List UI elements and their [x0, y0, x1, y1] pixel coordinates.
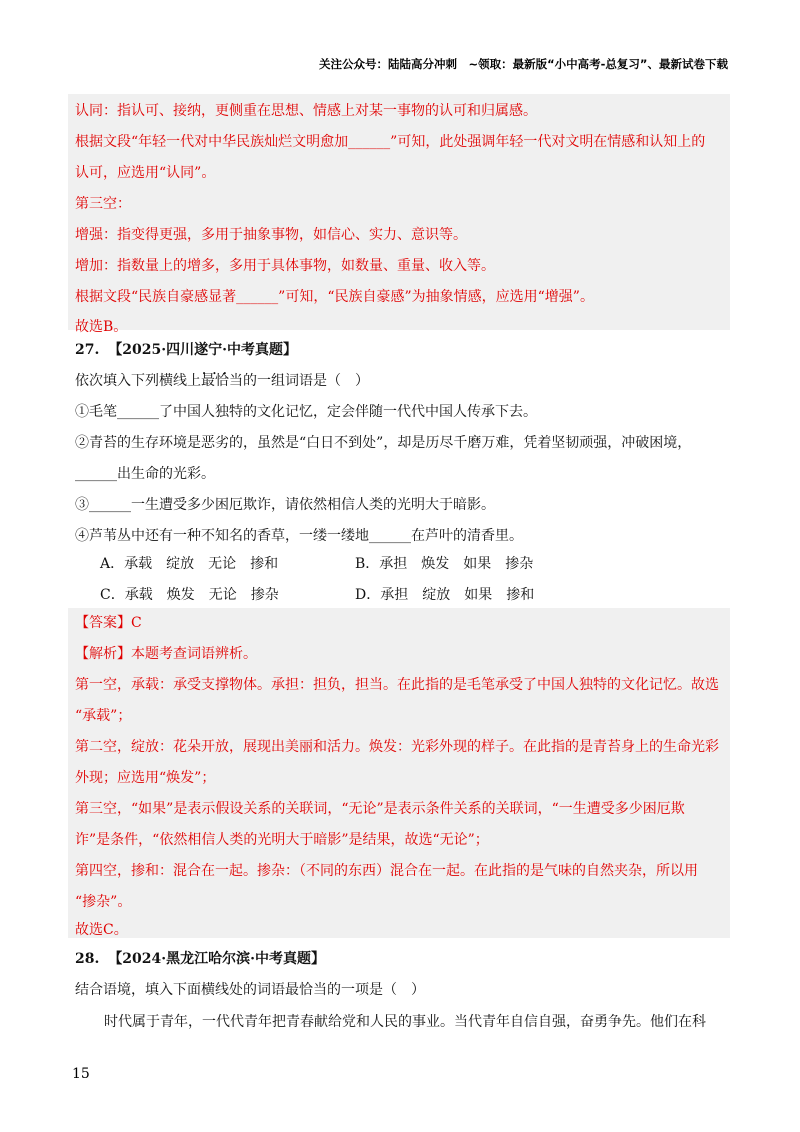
prev-answer-line: 故选B。 — [75, 319, 128, 335]
q27-item: ①毛笔______了中国人独特的文化记忆，定会伴随一代代中国人传承下去。 — [75, 404, 537, 420]
analysis-line: 第二空，绽放：花朵开放，展现出美丽和活力。焕发：光彩外现的样子。在此指的是青苔身上的生命光彩 — [75, 739, 719, 755]
option-d: D．承担 绽放 如果 掺和 — [355, 587, 535, 603]
page-header: 关注公众号：陆陆高分冲刺 ~领取：最新版“小中高考-总复习”、最新试卷下载 — [318, 57, 728, 71]
q28-stem: 结合语境，填入下面横线处的词语最恰当的一项是（ ） — [75, 982, 425, 998]
analysis-line: 第四空，掺和：混合在一起。掺杂：（不同的东西）混合在一起。在此指的是气味的自然夹杂，所以用 — [75, 863, 698, 879]
q28-title: 28. 【2024·黑龙江哈尔滨·中考真题】 — [75, 951, 325, 967]
prev-answer-line: 根据文段“年轻一代对中华民族灿烂文明愈加______”可知，此处强调年轻一代对文明在情感和认知上的 — [75, 134, 706, 150]
option-a: A．承载 绽放 无论 掺和 — [100, 556, 279, 572]
analysis-line: “承载”； — [75, 708, 132, 724]
analysis-line: 诈”是条件，“依然相信人类的光明大于暗影”是结果，故选“无论”； — [75, 832, 489, 848]
prev-answer-line: 根据文段“民族自豪感显著______”可知，“民族自豪感”为抽象情感，应选用“增强”。 — [75, 289, 594, 305]
analysis-line: 第三空，“如果”是表示假设关系的关联词，“无论”是表示条件关系的关联词，“一生遭受多少困厄欺 — [75, 801, 685, 817]
q27-item: ③______一生遭受多少困厄欺诈，请依然相信人类的光明大于暗影。 — [75, 497, 495, 513]
prev-answer-line: 增强：指变得更强，多用于抽象事物，如信心、实力、意识等。 — [75, 227, 467, 243]
q27-item: ______出生命的光彩。 — [75, 466, 215, 482]
q28-passage: 时代属于青年，一代代青年把青春献给党和人民的事业。当代青年自信自强，奋勇争先。他们在科 — [104, 1014, 706, 1030]
q27-analysis-head: 【解析】本题考查词语辨析。 — [75, 646, 257, 662]
option-b: B．承担 焕发 如果 掺杂 — [355, 556, 534, 572]
prev-answer-line: 第三空： — [75, 196, 131, 212]
prev-answer-line: 认可，应选用“认同”。 — [75, 165, 216, 181]
q27-item: ②青苔的生存环境是恶劣的，虽然是“白日不到处”，却是历尽千磨万难，凭着坚韧顽强，冲破困境， — [75, 435, 692, 451]
option-c: C．承载 焕发 无论 掺杂 — [100, 587, 279, 603]
q27-item: ④芦苇丛中还有一种不知名的香草，一缕一缕地______在芦叶的清香里。 — [75, 528, 523, 544]
q27-stem: 依次填入下列横线上• • • 最恰当的一组词语是（ ） — [75, 372, 369, 390]
analysis-line: 故选C。 — [75, 922, 128, 938]
analysis-line: 外现；应选用“焕发”； — [75, 770, 216, 786]
analysis-line: 第一空，承载：承受支撑物体。承担：担负，担当。在此指的是毛笔承受了中国人独特的文化记忆。故选 — [75, 677, 719, 693]
prev-answer-line: 增加：指数量上的增多，多用于具体事物，如数量、重量、收入等。 — [75, 258, 495, 274]
prev-answer-line: 认同：指认可、接纳，更侧重在思想、情感上对某一事物的认可和归属感。 — [75, 103, 537, 119]
page-number: 15 — [72, 1066, 90, 1082]
analysis-line: “掺杂”。 — [75, 894, 132, 910]
q27-answer: 【答案】C — [75, 615, 142, 631]
q27-title: 27. 【2025·四川遂宁·中考真题】 — [75, 342, 297, 358]
